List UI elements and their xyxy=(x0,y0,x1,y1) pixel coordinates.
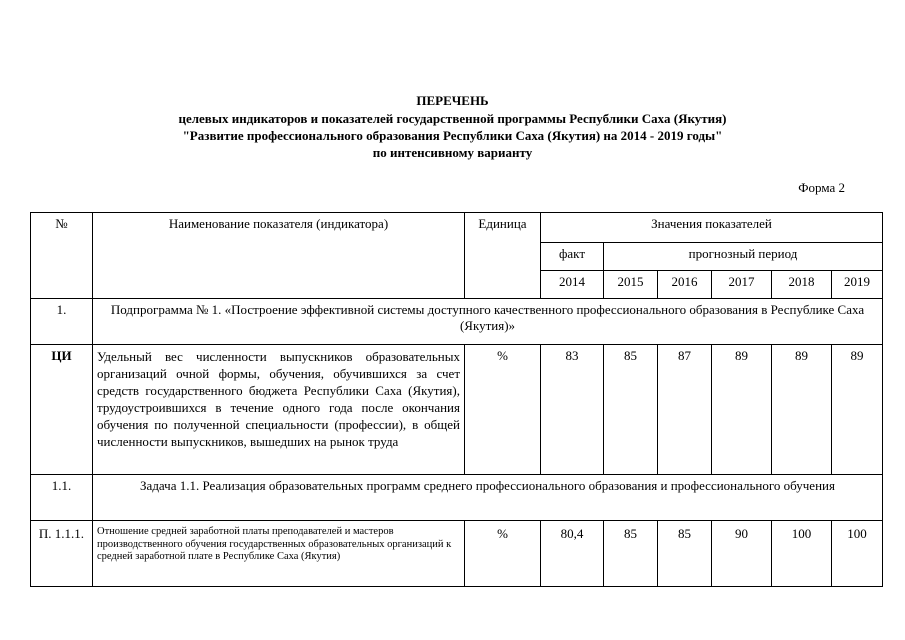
subprogram-row xyxy=(31,299,883,345)
indicator-unit: % xyxy=(465,521,541,587)
indicator-value: 100 xyxy=(832,521,883,587)
form-label: Форма 2 xyxy=(798,180,845,195)
indicator-value: 83 xyxy=(541,345,604,475)
indicator-value: 85 xyxy=(604,521,658,587)
indicator-value: 89 xyxy=(712,345,772,475)
header-year: 2017 xyxy=(712,271,772,299)
document-title: ПЕРЕЧЕНЬ xyxy=(416,93,489,108)
subprogram-title: Подпрограмма № 1. «Построение эффективной системы доступного качественного профессионального образования в Республике Саха (Якутия)» xyxy=(93,299,883,345)
indicator-value: 87 xyxy=(658,345,712,475)
indicator-value: 85 xyxy=(658,521,712,587)
indicator-row xyxy=(31,345,883,475)
header-unit: Единица xyxy=(465,213,541,299)
document-subtitle-line-3: по интенсивному варианту xyxy=(372,145,533,160)
header-year: 2019 xyxy=(832,271,883,299)
table-header-row-1 xyxy=(31,213,883,243)
indicator-value: 90 xyxy=(712,521,772,587)
indicator-value: 85 xyxy=(604,345,658,475)
row-code: П. 1.1.1. xyxy=(31,521,93,587)
task-title: Задача 1.1. Реализация образовательных программ среднего профессионального образования и профессионального обучения xyxy=(93,475,883,521)
row-code: ЦИ xyxy=(31,345,93,475)
document-subtitle-line-2: "Развитие профессионального образования Республики Саха (Якутия) на 2014 - 2019 годы" xyxy=(182,128,723,143)
header-forecast-period: прогнозный период xyxy=(604,243,883,271)
header-indicator-name: Наименование показателя (индикатора) xyxy=(93,213,465,299)
indicator-value: 89 xyxy=(772,345,832,475)
indicator-row xyxy=(31,521,883,587)
indicator-name: Удельный вес численности выпускников образовательных организаций очной формы, обучения, обучившихся за счет средств государственного бюджета Республики Саха (Якутия), трудоустроившихся в течение одного года после окончания обучения по полученной специальности (профессии), в общей численности выпускников, вышедших на рынок труда xyxy=(93,345,465,475)
indicators-table xyxy=(30,212,883,587)
indicator-name: Отношение средней заработной платы преподавателей и мастеров производственного обучения государственных образовательных организаций к средней заработной плате в Республике Саха (Якутия) xyxy=(93,521,465,587)
row-number: 1. xyxy=(31,299,93,345)
header-number: № xyxy=(31,213,93,299)
indicator-value: 89 xyxy=(832,345,883,475)
indicator-value: 80,4 xyxy=(541,521,604,587)
header-year: 2015 xyxy=(604,271,658,299)
header-fact: факт xyxy=(541,243,604,271)
header-year: 2014 xyxy=(541,271,604,299)
task-row xyxy=(31,475,883,521)
header-values: Значения показателей xyxy=(541,213,883,243)
indicator-value: 100 xyxy=(772,521,832,587)
document-subtitle-line-1: целевых индикаторов и показателей государственной программы Республики Саха (Якутия) xyxy=(178,111,727,126)
row-number: 1.1. xyxy=(31,475,93,521)
header-year: 2018 xyxy=(772,271,832,299)
indicator-unit: % xyxy=(465,345,541,475)
header-year: 2016 xyxy=(658,271,712,299)
